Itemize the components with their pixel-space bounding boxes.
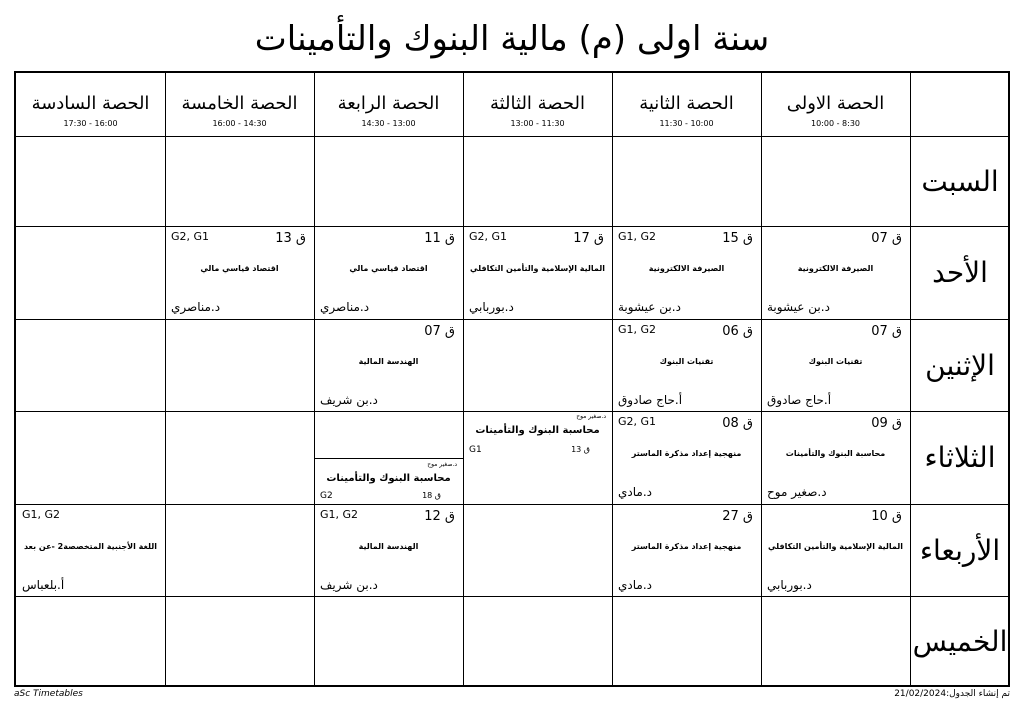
lesson-teacher: د.بوربابي [469, 300, 514, 314]
lesson-room: ق 17 [573, 231, 604, 246]
timetable-grid [14, 71, 1010, 687]
lesson-cell [612, 411, 761, 504]
period-name: الحصة الثالثة [489, 93, 586, 114]
period-header [761, 73, 910, 136]
lesson-teacher: أ.حاج صادوق [767, 393, 832, 407]
period-header [16, 73, 165, 136]
lesson-subject: تقنيات البنوك [808, 357, 863, 366]
lesson-subject: اقتصاد قياسي مالي [349, 264, 428, 273]
lesson-room: ق 13 [275, 231, 306, 246]
lesson-groups: G1, G2 [22, 508, 61, 521]
lesson-teacher: د.مادي [618, 578, 652, 592]
lesson-cell [612, 226, 761, 319]
lesson-subject: الهندسة المالية [358, 357, 419, 366]
period-name: الحصة السادسة [31, 93, 150, 114]
lesson-subject: الهندسة المالية [358, 542, 419, 551]
lesson-room: ق 18 [422, 491, 441, 500]
lesson-groups: G1, G2 [618, 230, 657, 243]
lesson-cell [314, 226, 463, 319]
lesson-cell [16, 504, 165, 596]
period-name: الحصة الخامسة [181, 93, 298, 114]
lesson-teacher: د.صغير موح [427, 461, 457, 468]
lesson-room: ق 10 [871, 509, 902, 524]
lesson-teacher: د.صغير موح [767, 485, 827, 499]
lesson-subject: منهجية إعداد مذكرة الماستر [631, 542, 742, 551]
lesson-groups: G2, G1 [618, 415, 657, 428]
day-label: الأربعاء [919, 533, 1001, 567]
lesson-subject: تقنيات البنوك [659, 357, 714, 366]
lesson-groups: G2 [320, 491, 333, 501]
lesson-room: ق 06 [722, 324, 753, 339]
lesson-room: ق 07 [871, 324, 902, 339]
lesson-groups: G2, G1 [469, 230, 508, 243]
lesson-subject: اللغة الأجنبية المتخصصة2 -عن بعد [23, 542, 158, 551]
lesson-room: ق 07 [424, 324, 455, 339]
lesson-cell [314, 319, 463, 411]
period-time: 13:00 - 11:30 [510, 119, 565, 128]
lesson-teacher: د.صغير موح [576, 413, 606, 420]
lesson-subject: محاسبة البنوك والتأمينات [785, 449, 886, 458]
period-time: 10:00 - 8:30 [811, 119, 860, 128]
lesson-cell [761, 319, 910, 411]
lesson-teacher: د.مناصري [320, 300, 370, 314]
period-time: 14:30 - 13:00 [361, 119, 416, 128]
lesson-cell [165, 226, 314, 319]
period-header [314, 73, 463, 136]
day-label: الأحد [932, 256, 988, 289]
lesson-teacher: د.بن شريف [320, 578, 378, 592]
grid-row-line [16, 136, 1008, 137]
period-header [463, 73, 612, 136]
footer-created-date: تم إنشاء الجدول:21/02/2024 [894, 689, 1010, 699]
lesson-subject: المالية الإسلامية والتأمين التكافلي [470, 264, 605, 273]
lesson-subject: منهجية إعداد مذكرة الماستر [631, 449, 742, 458]
half-lesson-cell [463, 411, 612, 458]
day-label: الخميس [912, 625, 1008, 658]
lesson-groups: G1, G2 [320, 508, 359, 521]
day-label: الإثنين [925, 348, 995, 382]
lesson-subject: اقتصاد قياسي مالي [200, 264, 279, 273]
period-time: 11:30 - 10:00 [659, 119, 714, 128]
lesson-subject: الصيرفة الالكترونية [648, 264, 725, 273]
lesson-room: ق 27 [722, 509, 753, 524]
lesson-cell [463, 226, 612, 319]
page-title: سنة اولى (م) مالية البنوك والتأمينات [254, 19, 770, 59]
lesson-room: ق 09 [871, 416, 902, 431]
lesson-teacher: د.بوربابي [767, 578, 812, 592]
lesson-room: ق 13 [571, 445, 590, 454]
lesson-cell [761, 226, 910, 319]
day-label: الثلاثاء [924, 441, 996, 474]
lesson-groups: G1 [469, 445, 482, 455]
lesson-subject: الصيرفة الالكترونية [797, 264, 874, 273]
lesson-teacher: د.بن شريف [320, 393, 378, 407]
grid-column-line [463, 73, 464, 685]
lesson-room: ق 11 [424, 231, 455, 246]
grid-row-line [16, 596, 1008, 597]
lesson-room: ق 12 [424, 509, 455, 524]
lesson-cell [612, 504, 761, 596]
lesson-room: ق 15 [722, 231, 753, 246]
lesson-cell [761, 504, 910, 596]
lesson-room: ق 07 [871, 231, 902, 246]
lesson-groups: G2, G1 [171, 230, 210, 243]
period-name: الحصة الاولى [786, 93, 885, 114]
lesson-cell [761, 411, 910, 504]
lesson-teacher: د.مادي [618, 485, 652, 499]
period-name: الحصة الرابعة [337, 93, 440, 114]
lesson-teacher: د.مناصري [171, 300, 221, 314]
lesson-groups: G1, G2 [618, 323, 657, 336]
lesson-teacher: أ.بلعباس [22, 578, 65, 592]
period-time: 16:00 - 14:30 [212, 119, 267, 128]
period-name: الحصة الثانية [639, 93, 734, 114]
lesson-subject: محاسبة البنوك والتأمينات [475, 425, 600, 436]
grid-column-line [165, 73, 166, 685]
lesson-cell [612, 319, 761, 411]
lesson-room: ق 08 [722, 416, 753, 431]
lesson-cell [314, 504, 463, 596]
lesson-teacher: د.بن عيشوبة [767, 300, 830, 314]
day-label: السبت [921, 164, 999, 198]
footer-software-label: aSc Timetables [14, 689, 83, 699]
lesson-subject: محاسبة البنوك والتأمينات [326, 473, 451, 484]
period-header [612, 73, 761, 136]
period-header [165, 73, 314, 136]
lesson-teacher: أ.حاج صادوق [618, 393, 683, 407]
period-time: 17:30 - 16:00 [63, 119, 118, 128]
half-lesson-cell [314, 458, 463, 504]
lesson-subject: المالية الإسلامية والتأمين التكافلي [768, 542, 903, 551]
lesson-teacher: د.بن عيشوبة [618, 300, 681, 314]
